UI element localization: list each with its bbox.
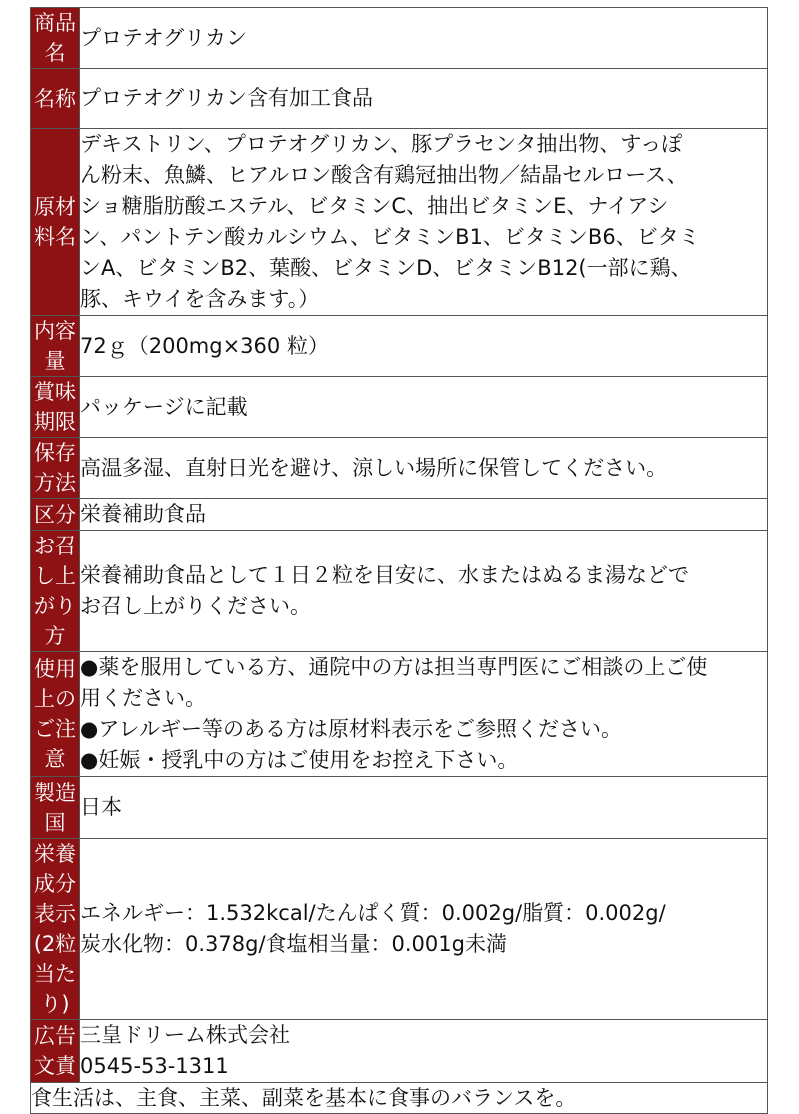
advertising-responsibility-label: 広告文責: [31, 1020, 80, 1083]
nutrition-facts-value: [80, 839, 768, 1020]
how-to-take-line: お召し上がりください。: [80, 594, 311, 618]
ingredients-line: デキストリン、プロテオグリカン、豚プラセンタ抽出物、すっぽ: [80, 132, 683, 156]
usage-precautions-line: 用ください。: [80, 686, 206, 710]
product-info-table: [30, 7, 768, 1114]
how-to-take-value: [80, 531, 768, 652]
category-line: 栄養補助食品: [80, 502, 206, 526]
product-name-label: 商品名: [31, 8, 80, 69]
best-before-line: パッケージに記載: [80, 394, 248, 419]
ingredients-line: ンA、ビタミンB2、葉酸、ビタミンD、ビタミンB12(一部に鶏、: [80, 256, 692, 280]
row-how-to-take: [31, 531, 768, 652]
name-value: [80, 69, 768, 129]
storage-method-value: [80, 438, 768, 499]
category-value: [80, 499, 768, 531]
country-of-manufacture-label: 製造国: [31, 777, 80, 839]
product-name-value: [80, 8, 768, 69]
nutrition-facts-line: エネルギー：1.532kcal/たんぱく質：0.002g/脂質：0.002g/: [80, 901, 666, 925]
footer-note: 食生活は、主食、主菜、副菜を基本に食事のバランスを。: [31, 1083, 768, 1114]
country-of-manufacture-value: [80, 777, 768, 839]
storage-method-label: 保存方法: [31, 438, 80, 499]
category-label: 区分: [31, 499, 80, 531]
advertising-responsibility-value: [80, 1020, 768, 1083]
advertising-responsibility-line: 0545-53-1311: [80, 1054, 229, 1078]
name-label: 名称: [31, 69, 80, 129]
ingredients-value: [80, 129, 768, 316]
advertising-responsibility-line: 三皇ドリーム株式会社: [80, 1023, 290, 1047]
usage-precautions-line: ●アレルギー等のある方は原材料表示をご参照ください。: [80, 717, 622, 741]
ingredients-label: 原材料名: [31, 129, 80, 316]
row-best-before: [31, 377, 768, 438]
usage-precautions-value: [80, 652, 768, 777]
content-amount-line: 72ｇ（200mg×360 粒）: [80, 333, 329, 358]
row-footer: [31, 1083, 768, 1114]
usage-precautions-line: ●妊娠・授乳中の方はご使用をお控え下さい。: [80, 748, 519, 772]
name-line: プロテオグリカン含有加工食品: [80, 86, 373, 110]
row-ingredients: [31, 129, 768, 316]
ingredients-line: ショ糖脂肪酸エステル、ビタミンC、抽出ビタミンE、ナイアシ: [80, 194, 669, 218]
content-amount-label: 内容量: [31, 316, 80, 377]
nutrition-facts-line: 炭水化物：0.378g/食塩相当量：0.001g未満: [80, 932, 507, 956]
row-content-amount: [31, 316, 768, 377]
storage-method-line: 高温多湿、直射日光を避け、涼しい場所に保管してください。: [80, 455, 668, 480]
row-usage-precautions: [31, 652, 768, 777]
country-of-manufacture-line: 日本: [80, 795, 122, 819]
ingredients-line: 豚、キウイを含みます。）: [80, 287, 320, 311]
row-advertising-responsibility: [31, 1020, 768, 1083]
ingredients-line: ん粉末、魚鱗、ヒアルロン酸含有鶏冠抽出物／結晶セルロース、: [80, 163, 688, 187]
row-country-of-manufacture: [31, 777, 768, 839]
row-name: [31, 69, 768, 129]
row-category: [31, 499, 768, 531]
ingredients-line: ン、パントテン酸カルシウム、ビタミンB1、ビタミンB6、ビタミ: [80, 225, 700, 249]
usage-precautions-label: 使用上のご注意: [31, 652, 80, 777]
usage-precautions-line: ●薬を服用している方、通院中の方は担当専門医にご相談の上ご使: [80, 655, 708, 679]
how-to-take-line: 栄養補助食品として１日２粒を目安に、水またはぬるま湯などで: [80, 563, 689, 587]
best-before-label: 賞味期限: [31, 377, 80, 438]
best-before-value: [80, 377, 768, 438]
row-nutrition-facts: [31, 839, 768, 1020]
content-amount-value: [80, 316, 768, 377]
row-product-name: [31, 8, 768, 69]
product-info-table-body: [31, 8, 768, 1114]
nutrition-facts-label: 栄養成分表示(2粒当たり): [31, 839, 80, 1020]
row-storage-method: [31, 438, 768, 499]
product-name-line: プロテオグリカン: [80, 25, 247, 50]
how-to-take-label: お召し上がり方: [31, 531, 80, 652]
